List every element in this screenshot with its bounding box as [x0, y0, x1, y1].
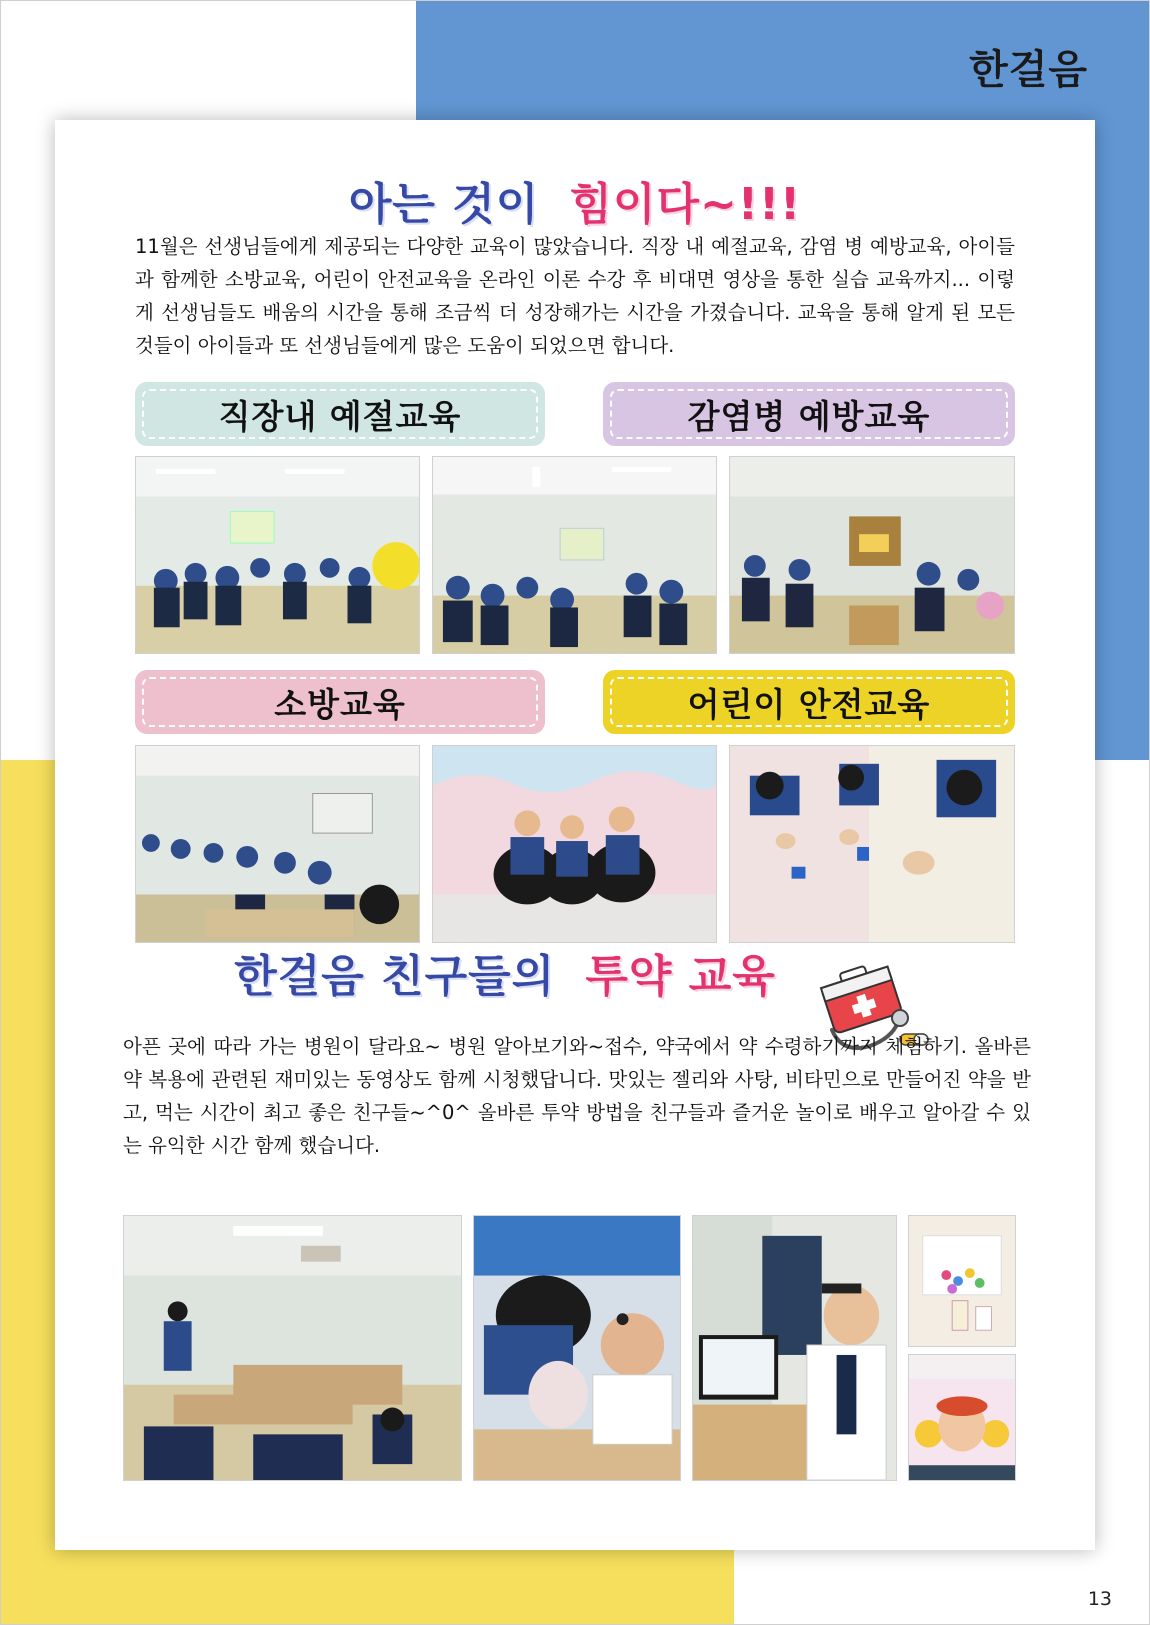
section2-title-part1: 한걸음 친구들의 [234, 951, 556, 1002]
brand-title: 한걸음 [969, 47, 1088, 93]
photo-fire-safety-training [135, 745, 420, 943]
page-number: 13 [1087, 1588, 1112, 1610]
label-workplace-etiquette-text: 직장내 예절교육 [218, 396, 462, 436]
label-workplace-etiquette [135, 382, 545, 446]
section2-body: 아픈 곳에 따라 가는 병원이 달라요~ 병원 알아보기와~접수, 약국에서 약 수령하기까지 체험하기. 올바른 약 복용에 관련된 재미있는 동영상도 함께 시청했답니다. 맛있는 젤리와 사탕, 비타민으로 만들어진 약을 받고, 먹는 시간이 최고 좋은 친구들~^0^ 올바른 투약 방법을 친구들과 즐거운 놀이로 배우고 알아갈 수 있는 유익한 시간 함께 했습니다. [123, 1035, 1031, 1157]
section1-title-part2: 힘이다~!!! [569, 179, 802, 230]
label-child-safety [603, 670, 1015, 734]
content-card [55, 120, 1095, 1550]
photo-etiquette-training-2 [432, 456, 717, 654]
label-child-safety-text: 어린이 안전교육 [687, 684, 931, 724]
section1-title [55, 168, 1095, 232]
section1-body: 11월은 선생님들에게 제공되는 다양한 교육이 많았습니다. 직장 내 예절교육, 감염 병 예방교육, 아이들과 함께한 소방교육, 어린이 안전교육을 온라인 이론 수강 후 비대면 영상을 통한 실습 교육까지... 이렇게 선생님들도 배움의 시간을 통해 조금씩 더 성장해가는 시간을 가졌습니다. 교육을 통해 알게 된 모든 것들이 아이들과 또 선생님들에게 많은 도움이 되었으면 합니다. [135, 235, 1015, 357]
photo-candy-medicine [908, 1215, 1016, 1347]
photo-etiquette-training-1 [135, 456, 420, 654]
label-infection-prevention-text: 감염병 예방교육 [687, 396, 931, 436]
label-fire-safety-text: 소방교육 [274, 684, 406, 724]
photo-video-screen [908, 1354, 1016, 1481]
photo-doctor-roleplay-1 [473, 1215, 681, 1481]
photo-child-safety-cpr-1 [432, 745, 717, 943]
photo-infection-prevention [729, 456, 1015, 654]
label-infection-prevention [603, 382, 1015, 446]
photo-child-safety-cpr-2 [729, 745, 1015, 943]
label-fire-safety [135, 670, 545, 734]
photo-doctor-roleplay-2 [692, 1215, 897, 1481]
section2-title-part2: 투약 교육 [585, 951, 776, 1002]
photo-medication-class [123, 1215, 462, 1481]
section1-title-part1: 아는 것이 [348, 179, 540, 230]
